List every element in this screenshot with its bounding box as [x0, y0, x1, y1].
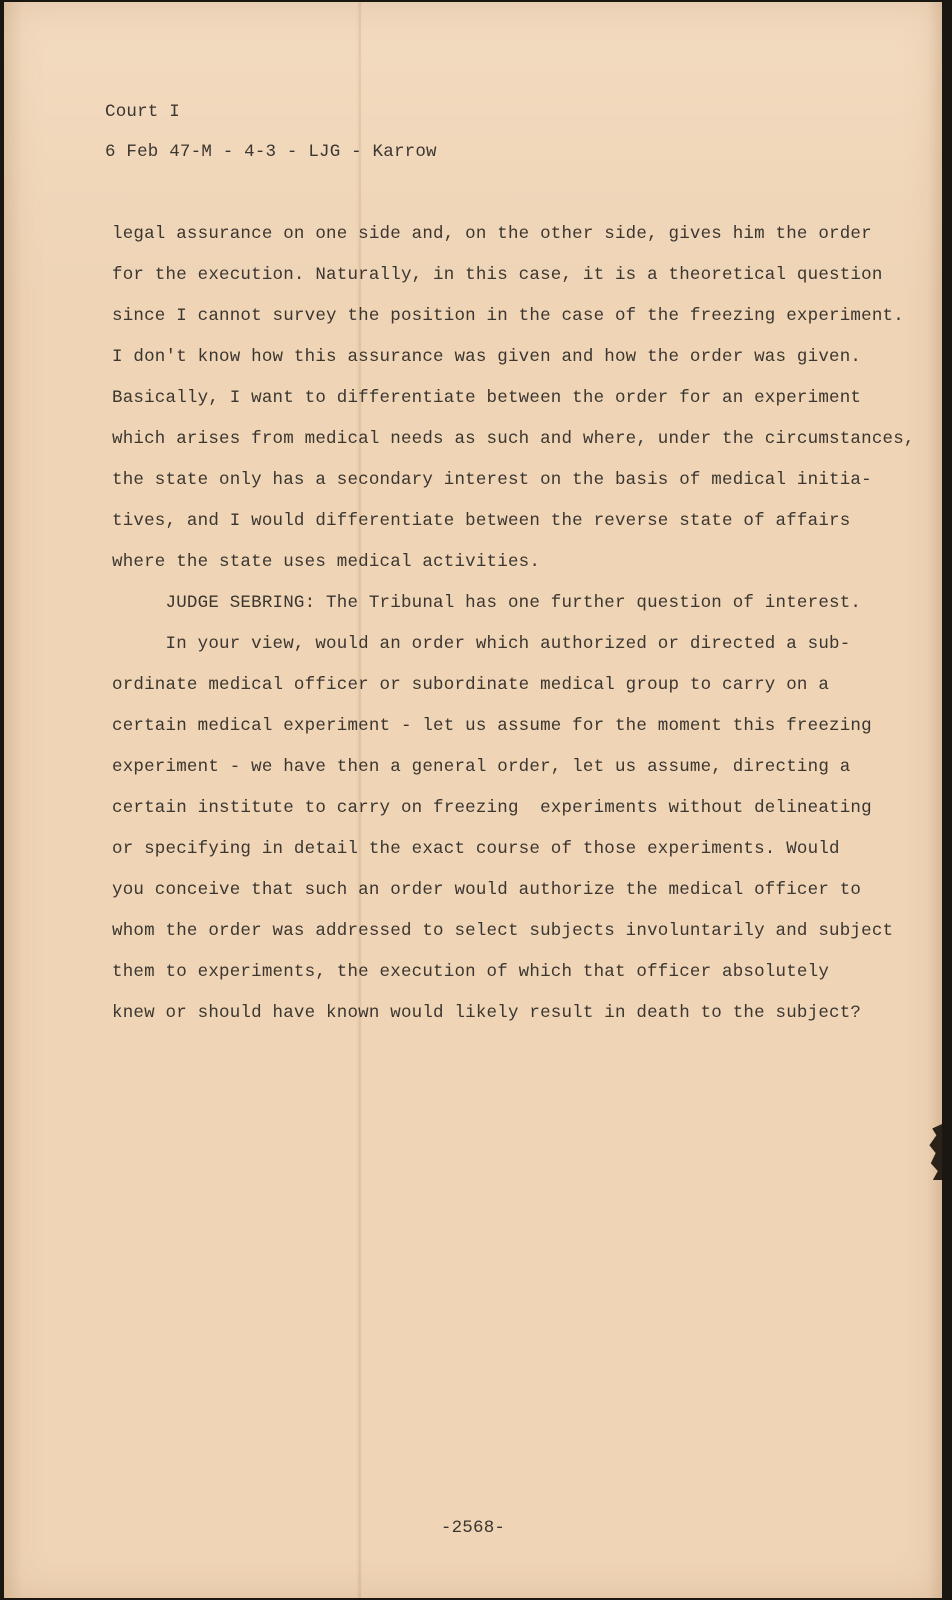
- body-line: whom the order was addressed to select subjects involuntarily and subject: [112, 921, 894, 941]
- page-number: -2568-: [440, 1518, 506, 1538]
- speaker-line: JUDGE SEBRING: The Tribunal has one further question of interest.: [112, 593, 862, 613]
- body-line: where the state uses medical activities.: [112, 552, 541, 572]
- body-line: Basically, I want to differentiate between the order for an experiment: [112, 388, 862, 408]
- court-label: Court I: [105, 102, 180, 122]
- body-line: In your view, would an order which authorized or directed a sub-: [112, 634, 851, 654]
- body-line: tives, and I would differentiate between the reverse state of affairs: [112, 511, 851, 531]
- body-line: which arises from medical needs as such and where, under the circumstances,: [112, 429, 915, 449]
- session-reference: 6 Feb 47-M - 4-3 - LJG - Karrow: [105, 142, 437, 162]
- body-line: ordinate medical officer or subordinate medical group to carry on a: [112, 675, 830, 695]
- body-line: certain institute to carry on freezing experiments without delineating: [112, 798, 872, 818]
- document-page: [4, 2, 942, 1598]
- body-line: certain medical experiment - let us assume for the moment this freezing: [112, 716, 872, 736]
- body-line: them to experiments, the execution of which that officer absolutely: [112, 962, 830, 982]
- body-line: legal assurance on one side and, on the other side, gives him the order: [112, 224, 872, 244]
- torn-edge: [928, 1124, 942, 1180]
- body-line: since I cannot survey the position in the case of the freezing experiment.: [112, 306, 904, 326]
- body-line: knew or should have known would likely result in death to the subject?: [112, 1003, 862, 1023]
- body-line: or specifying in detail the exact course of those experiments. Would: [112, 839, 840, 859]
- body-line: I don't know how this assurance was given and how the order was given.: [112, 347, 862, 367]
- body-line: you conceive that such an order would authorize the medical officer to: [112, 880, 862, 900]
- body-line: the state only has a secondary interest on the basis of medical initia-: [112, 470, 872, 490]
- body-line: experiment - we have then a general order, let us assume, directing a: [112, 757, 851, 777]
- body-line: for the execution. Naturally, in this case, it is a theoretical question: [112, 265, 883, 285]
